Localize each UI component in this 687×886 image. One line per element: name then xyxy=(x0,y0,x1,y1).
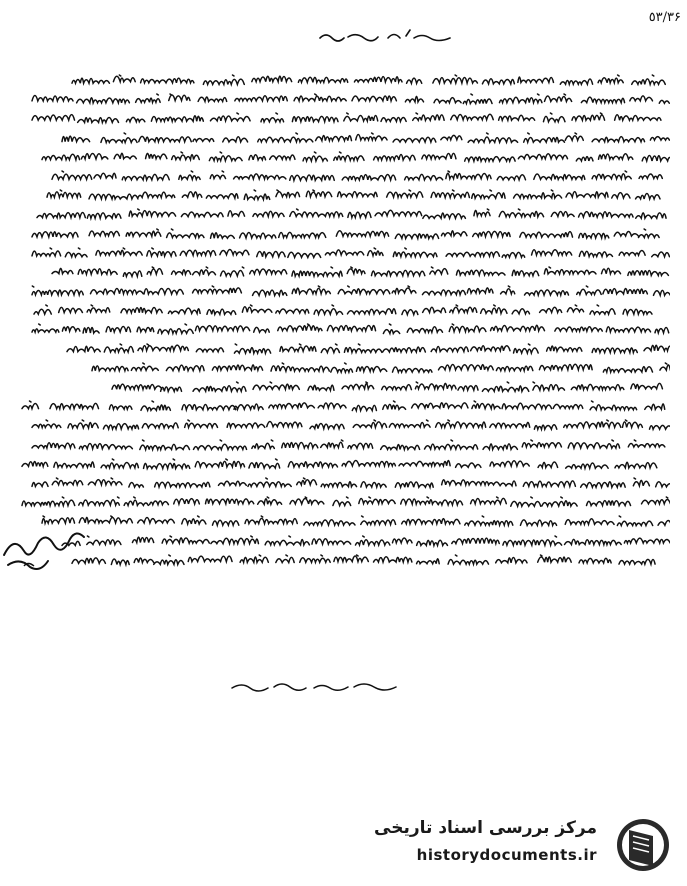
handwritten-line xyxy=(30,302,670,321)
handwritten-line xyxy=(30,206,670,225)
handwritten-line xyxy=(30,437,670,456)
handwritten-line xyxy=(30,168,670,187)
handwritten-line xyxy=(30,130,670,149)
handwritten-line xyxy=(30,456,670,475)
handwritten-line xyxy=(30,321,670,340)
handwritten-line xyxy=(30,110,670,129)
handwritten-line xyxy=(30,245,670,264)
reference-number: ٥٣/٣۶ xyxy=(648,10,681,25)
handwritten-line xyxy=(30,149,670,168)
archive-name: مرکز بررسی اسناد تاریخی xyxy=(374,818,597,838)
handwritten-line xyxy=(30,494,670,513)
closing-signature-line xyxy=(230,678,400,696)
ink-mark xyxy=(22,560,36,572)
handwritten-line xyxy=(30,72,670,91)
handwritten-line xyxy=(30,513,670,532)
handwritten-line xyxy=(30,552,670,571)
handwritten-line xyxy=(30,417,670,436)
handwritten-line xyxy=(30,398,670,417)
margin-annotation xyxy=(0,525,90,575)
handwritten-line xyxy=(30,91,670,110)
handwritten-line xyxy=(30,341,670,360)
handwritten-line xyxy=(30,533,670,552)
handwritten-title xyxy=(318,28,458,44)
handwritten-line xyxy=(30,360,670,379)
handwritten-line xyxy=(30,283,670,302)
handwritten-line xyxy=(30,475,670,494)
archive-watermark xyxy=(374,814,679,876)
handwritten-line xyxy=(30,379,670,398)
handwritten-line xyxy=(30,226,670,245)
handwritten-line xyxy=(30,264,670,283)
archive-url: historydocuments.ir xyxy=(416,846,597,864)
archive-logo-icon xyxy=(611,816,673,874)
handwritten-letter-body xyxy=(30,72,670,571)
handwritten-line xyxy=(30,187,670,206)
